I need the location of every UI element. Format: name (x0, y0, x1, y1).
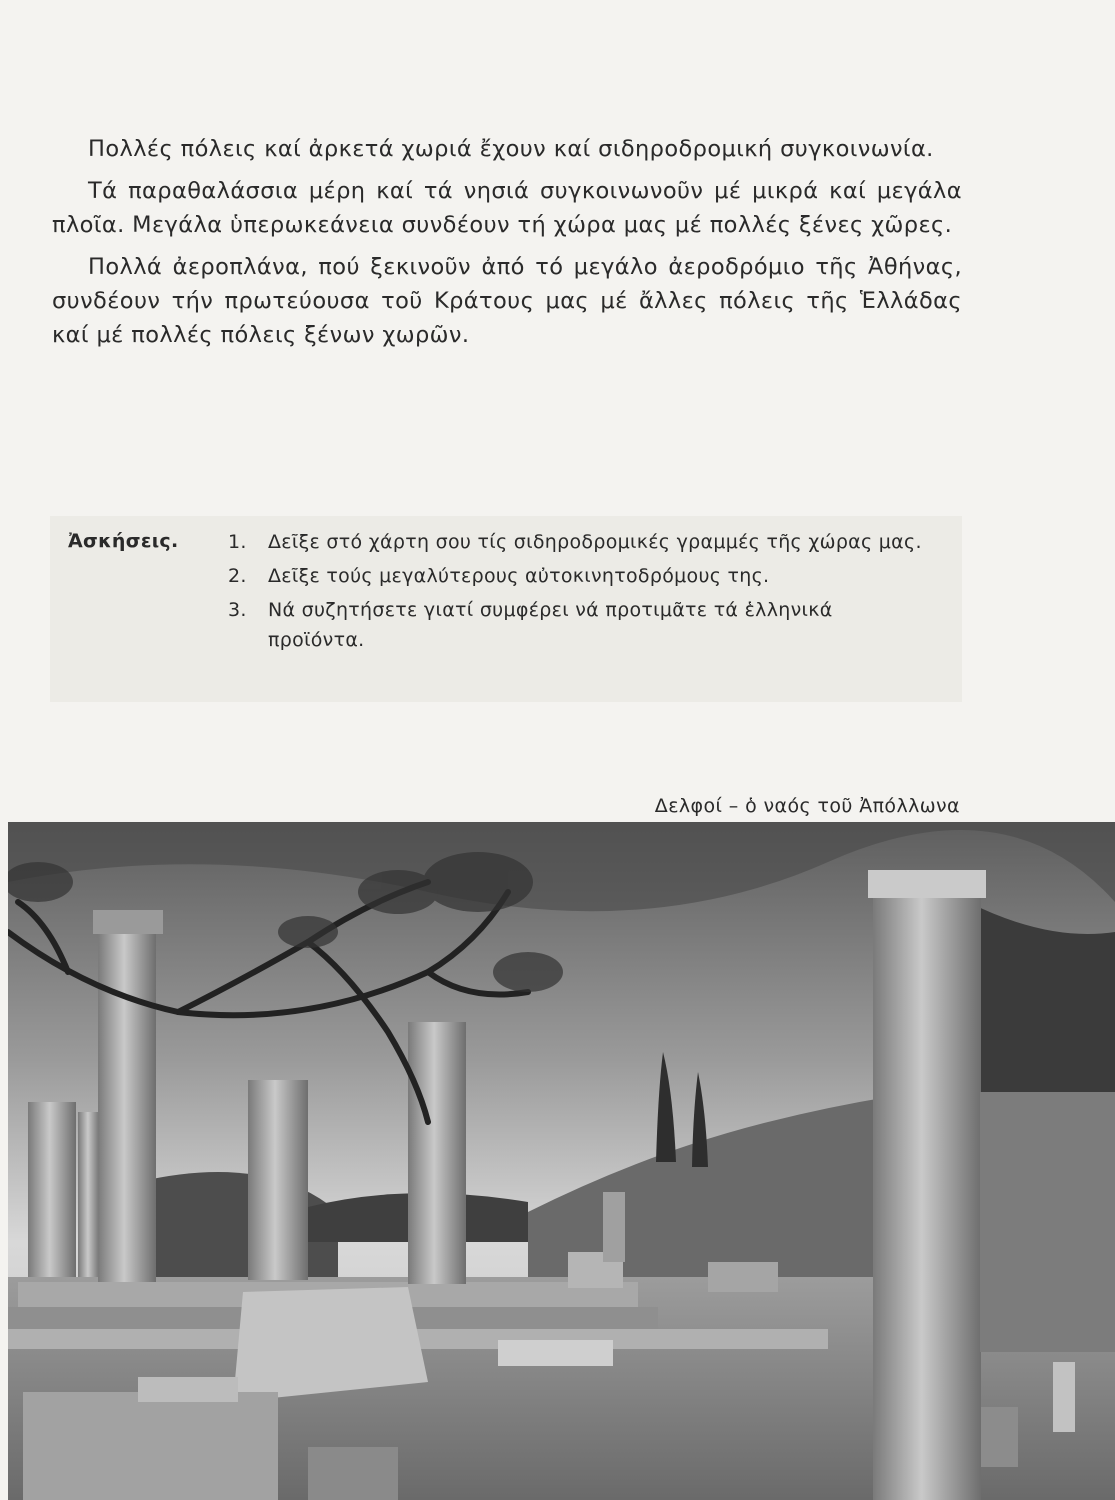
column (248, 1080, 308, 1280)
exercise-number: 1. (228, 531, 247, 553)
paragraph-air: Πολλά ἀεροπλάνα, πού ξεκινοῦν ἀπό τό μεγάλο ἀεροδρόμιο τῆς Ἀθήνας, συνδέουν τήν πρωτεύουσα τοῦ Κράτους μας μέ ἄλλες πόλεις τῆς Ἑλλάδας καί μέ πολλές πόλεις ξένων χωρῶν. (52, 254, 962, 348)
column-stump (603, 1192, 625, 1262)
photo-drawing (8, 822, 1115, 1500)
column (98, 927, 156, 1282)
foreground-block (308, 1447, 398, 1500)
ramp (233, 1287, 428, 1402)
stele (1053, 1362, 1075, 1432)
pillar-capital (868, 870, 986, 898)
exercise-text: Νά συζητήσετε γιατί συμφέρει νά προτιμᾶτε τά ἑλληνικά προϊόντα. (268, 599, 833, 651)
stone-block (498, 1340, 613, 1366)
column (28, 1102, 76, 1277)
photo-caption: Δελφοί – ὁ ναός τοῦ Ἀπόλλωνα (654, 795, 960, 817)
exercise-number: 3. (228, 599, 247, 621)
exercise-text: Δεῖξε τούς μεγαλύτερους αὐτοκινητοδρόμους της. (268, 565, 770, 587)
foreground-block (138, 1377, 238, 1402)
tall-pillar (873, 892, 981, 1500)
exercise-item (228, 595, 928, 655)
exercise-text: Δεῖξε στό χάρτη σου τίς σιδηροδρομικές γραμμές τῆς χώρας μας. (268, 531, 922, 553)
foreground-block (23, 1392, 278, 1500)
paragraph-rail: Πολλές πόλεις καί ἀρκετά χωριά ἔχουν καί σιδηροδρομική συγκοινωνία. (88, 136, 934, 162)
column (408, 1022, 466, 1284)
exercise-item (228, 561, 928, 591)
exercise-number: 2. (228, 565, 247, 587)
column-capital (93, 910, 163, 934)
exercise-list (228, 527, 928, 659)
exercise-item (228, 527, 928, 557)
column (78, 1112, 100, 1277)
stone-block (708, 1262, 778, 1292)
retaining-wall (980, 1092, 1115, 1352)
paragraph-sea: Τά παραθαλάσσια μέρη καί τά νησιά συγκοινωνοῦν μέ μικρά καί μεγάλα πλοῖα. Μεγάλα ὑπερωκεάνεια συνδέουν τή χώρα μας μέ πολλές ξένες χῶρες. (52, 178, 962, 238)
temple-photo (8, 822, 1115, 1500)
body-text (52, 132, 962, 352)
exercises-title: Ἀσκήσεις. (68, 530, 179, 552)
